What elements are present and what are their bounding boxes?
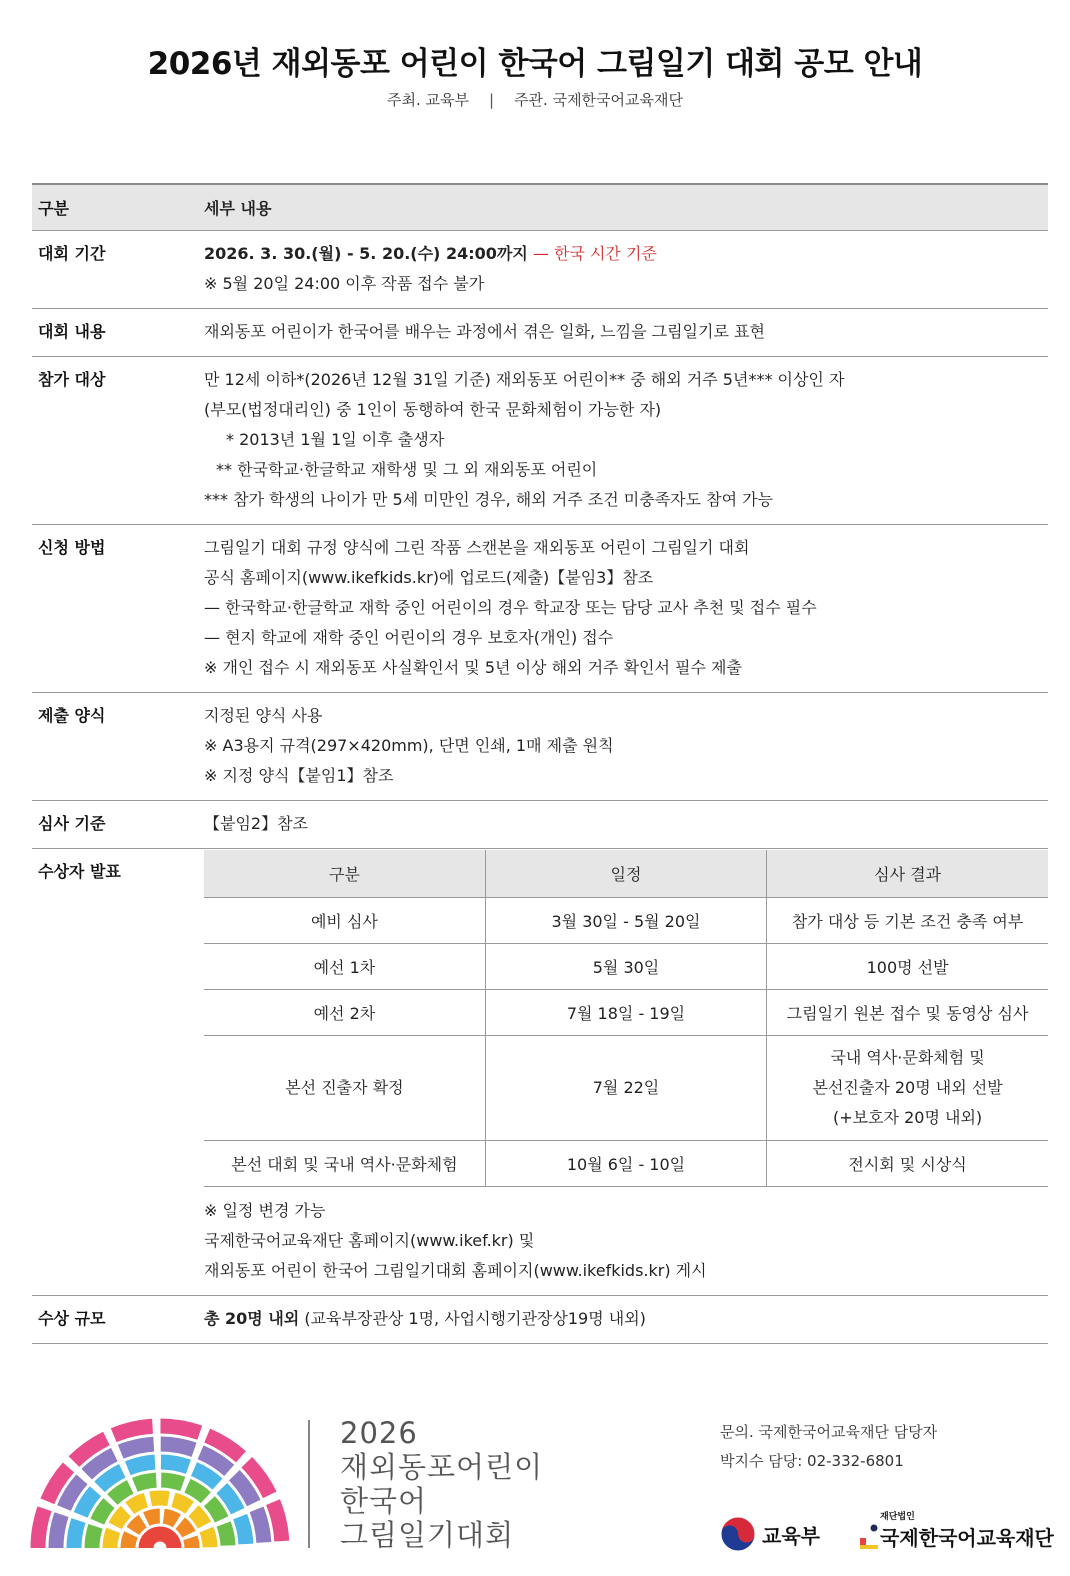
awards-detail: (교육부장관상 1명, 사업시행기관장상19명 내외): [299, 1309, 646, 1328]
brand-line4: 그림일기대회: [340, 1518, 515, 1552]
announcement-note3: 재외동포 어린이 한국어 그림일기대회 홈페이지(www.ikefkids.kr) 게시: [204, 1261, 707, 1280]
ministry-logo: [720, 1516, 820, 1552]
format-line3: ※ 지정 양식【붙임1】참조: [204, 766, 394, 785]
table-header-row: [32, 185, 1048, 231]
content-label: 대회 내용: [38, 322, 106, 341]
schedule-result-line3: (+보호자 20명 내외): [832, 1108, 983, 1127]
schedule-result: 그림일기 원본 접수 및 동영상 심사: [767, 990, 1048, 1036]
announcement-note2: 국제한국어교육재단 홈페이지(www.ikef.kr) 및: [204, 1231, 535, 1250]
method-label: 신청 방법: [38, 538, 106, 557]
schedule-date: 3월 30일 - 5월 20일: [485, 898, 766, 944]
method-line5: ※ 개인 접수 시 재외동포 사실확인서 및 5년 이상 해외 거주 확인서 필수 제출: [204, 658, 742, 677]
format-line2: ※ A3용지 규격(297×420mm), 단면 인쇄, 1매 제출 원칙: [204, 736, 614, 755]
eligibility-note2: ** 한국학교·한글학교 재학생 및 그 외 재외동포 어린이: [216, 460, 598, 479]
method-line1: 그림일기 대회 규정 양식에 그린 작품 스캔본을 재외동포 어린이 그림일기 대회: [204, 538, 750, 557]
schedule-date: 7월 22일: [485, 1036, 766, 1141]
content-text: 재외동포 어린이가 한국어를 배우는 과정에서 겪은 일화, 느낌을 그림일기로 표현: [204, 322, 765, 341]
foundation-logo-text: 국제한국어교육재단: [880, 1526, 1054, 1550]
criteria-text: 【붙임2】참조: [204, 814, 309, 833]
footer-divider: [308, 1420, 310, 1548]
brand-line3: 한국어: [340, 1484, 428, 1518]
eligibility-line1: 만 12세 이하*(2026년 12월 31일 기준) 재외동포 어린이** 중 해외 거주 5년*** 이상인 자: [204, 370, 845, 389]
row-announcement: [32, 849, 1048, 1296]
info-table: [32, 183, 1048, 1344]
page-title: 2026년 재외동포 어린이 한국어 그림일기 대회 공모 안내: [147, 46, 923, 82]
row-awards: [32, 1296, 1048, 1344]
ikef-mark-icon: [858, 1524, 880, 1550]
schedule-result-line1: 국내 역사·문화체험 및: [830, 1048, 985, 1067]
row-eligibility: [32, 357, 1048, 525]
brand-line2: 재외동포어린이: [340, 1450, 544, 1484]
method-line3: — 한국학교·한글학교 재학 중인 어린이의 경우 학교장 또는 담당 교사 추천 및 접수 필수: [204, 598, 817, 617]
schedule-date: 10월 6일 - 10일: [485, 1141, 766, 1187]
subtitle-separator: |: [489, 91, 495, 109]
row-content: [32, 309, 1048, 357]
schedule-stage: 예선 1차: [204, 944, 485, 990]
host-text: 주최. 교육부: [387, 91, 469, 109]
eligibility-note3: *** 참가 학생의 나이가 만 5세 미만인 경우, 해외 거주 조건 미충족자도 참여 가능: [204, 490, 774, 509]
criteria-label: 심사 기준: [38, 814, 106, 833]
organizer-text: 주관. 국제한국어교육재단: [514, 91, 683, 109]
contact-line1: 문의. 국제한국어교육재단 담당자: [720, 1423, 938, 1441]
table-row: [204, 1036, 1048, 1141]
row-period: [32, 231, 1048, 309]
schedule-result: 100명 선발: [767, 944, 1048, 990]
schedule-header-row: [204, 850, 1048, 898]
table-row: [204, 944, 1048, 990]
period-date: 2026. 3. 30.(월) - 5. 20.(수) 24:00까지: [204, 244, 528, 263]
eligibility-label: 참가 대상: [38, 370, 106, 389]
schedule-date: 7월 18일 - 19일: [485, 990, 766, 1036]
table-row: [204, 990, 1048, 1036]
eligibility-line2: (부모(법정대리인) 중 1인이 동행하여 한국 문화체험이 가능한 자): [204, 400, 662, 419]
awards-label: 수상 규모: [38, 1309, 106, 1328]
event-brand: [340, 1416, 543, 1552]
schedule-table: [204, 850, 1048, 1187]
col-detail-header: 세부 내용: [204, 199, 272, 218]
schedule-result: [767, 1036, 1048, 1141]
ministry-logo-text: 교육부: [762, 1523, 820, 1548]
schedule-result: 참가 대상 등 기본 조건 충족 여부: [767, 898, 1048, 944]
method-line4: — 현지 학교에 재학 중인 어린이의 경우 보호자(개인) 접수: [204, 628, 614, 647]
schedule-stage: 본선 대회 및 국내 역사·문화체험: [204, 1141, 485, 1187]
row-format: [32, 693, 1048, 801]
schedule-date: 5월 30일: [485, 944, 766, 990]
announcement-label: 수상자 발표: [38, 862, 121, 881]
page-subtitle: [0, 89, 1070, 110]
schedule-header-date: 일정: [485, 850, 766, 898]
schedule-result-line2: 본선진출자 20명 내외 선발: [812, 1078, 1003, 1097]
format-line1: 지정된 양식 사용: [204, 706, 323, 725]
period-label: 대회 기간: [38, 244, 106, 263]
contact-line2: 박지수 담당: 02-332-6801: [720, 1452, 904, 1470]
foundation-logo-subtext: 재단법인: [880, 1512, 915, 1522]
rainbow-arc-logo: [30, 1418, 290, 1550]
schedule-header-stage: 구분: [204, 850, 485, 898]
table-row: [204, 1141, 1048, 1187]
schedule-header-result: 심사 결과: [767, 850, 1048, 898]
col-label-header: 구분: [38, 199, 69, 218]
awards-total: 총 20명 내외: [204, 1309, 300, 1328]
schedule-result: 전시회 및 시상식: [767, 1141, 1048, 1187]
row-criteria: [32, 801, 1048, 849]
contact-info: [720, 1418, 937, 1476]
schedule-stage: 본선 진출자 확정: [204, 1036, 485, 1141]
brand-line1: 2026: [340, 1416, 418, 1450]
taegeuk-icon: [720, 1516, 756, 1552]
method-line2: 공식 홈페이지(www.ikefkids.kr)에 업로드(제출)【붙임3】참조: [204, 568, 654, 587]
foundation-logo: [858, 1512, 1054, 1551]
eligibility-note1: * 2013년 1월 1일 이후 출생자: [226, 430, 445, 449]
period-timezone: — 한국 시간 기준: [532, 244, 657, 263]
table-row: [204, 898, 1048, 944]
schedule-stage: 예비 심사: [204, 898, 485, 944]
announcement-note1: ※ 일정 변경 가능: [204, 1201, 326, 1220]
period-note: ※ 5월 20일 24:00 이후 작품 접수 불가: [204, 274, 485, 293]
row-method: [32, 525, 1048, 693]
format-label: 제출 양식: [38, 706, 106, 725]
schedule-stage: 예선 2차: [204, 990, 485, 1036]
